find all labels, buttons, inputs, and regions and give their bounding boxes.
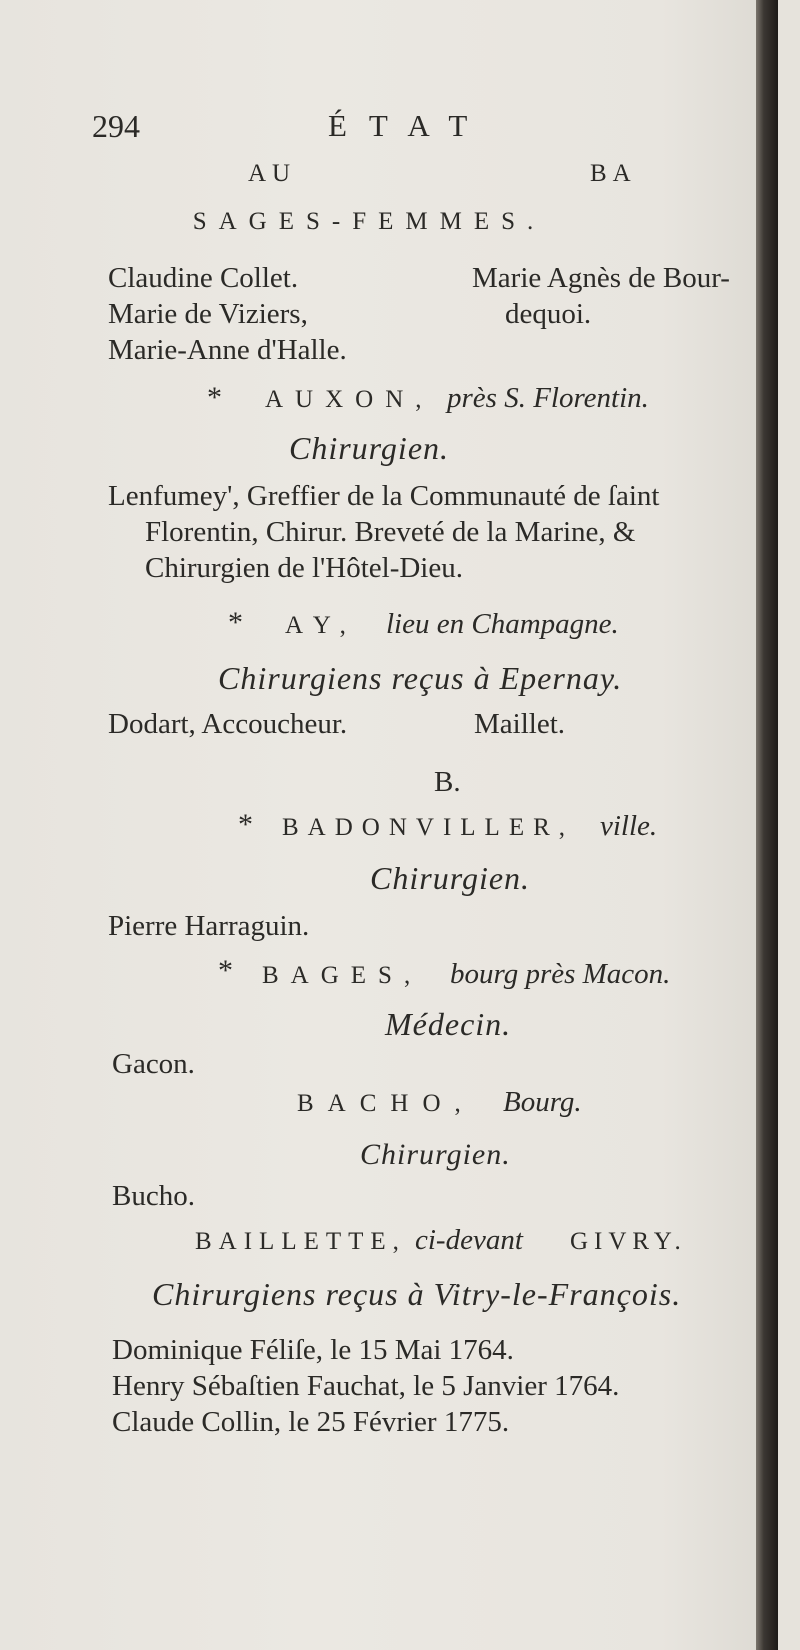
list-item: Marie-Anne d'Halle. xyxy=(108,334,347,366)
place-desc-ay: lieu en Champagne. xyxy=(386,608,619,640)
role-heading: Chirurgiens reçus à Vitry-le-François. xyxy=(152,1276,682,1312)
running-title: ÉTAT xyxy=(328,108,490,143)
role-heading: Chirurgien. xyxy=(288,430,450,466)
letter-heading: B. xyxy=(434,766,461,798)
entry-line: Claude Collin, le 25 Février 1775. xyxy=(112,1406,510,1438)
place-name-bacho: BACHO, xyxy=(297,1090,475,1117)
role-heading: Chirurgiens reçus à Epernay. xyxy=(218,660,623,696)
entry-line: Henry Sébaſtien Fauchat, le 5 Janvier 1764. xyxy=(112,1370,620,1402)
entry-line: Florentin, Chirur. Breveté de la Marine, & xyxy=(145,516,636,548)
entry-line: Bucho. xyxy=(112,1180,195,1212)
entry-line: Dominique Féliſe, le 15 Mai 1764. xyxy=(112,1334,514,1366)
page-edge-shadow xyxy=(756,0,778,1650)
asterisk-icon: * xyxy=(207,381,222,414)
place-name-auxon: AUXON, xyxy=(265,386,434,413)
running-sub-right: BA xyxy=(590,160,637,187)
role-heading: Chirurgien. xyxy=(370,860,531,896)
running-sub-left: AU xyxy=(248,160,297,187)
role-heading: Chirurgien. xyxy=(360,1138,511,1171)
place-desc-baillette: ci-devant xyxy=(415,1224,523,1256)
place-desc-bacho: Bourg. xyxy=(503,1086,582,1118)
place-desc-auxon: près S. Florentin. xyxy=(447,382,649,414)
entry-line: Chirurgien de l'Hôtel-Dieu. xyxy=(145,552,463,584)
asterisk-icon: * xyxy=(238,808,253,841)
place-name-badonviller: BADONVILLER, xyxy=(282,814,575,841)
asterisk-icon: * xyxy=(218,954,233,987)
place-name-ay: AY, xyxy=(285,612,358,639)
page-number: 294 xyxy=(92,108,140,144)
place-desc-bages: bourg près Macon. xyxy=(450,958,671,990)
entry-line: Lenfumey', Greffier de la Communauté de ſaint xyxy=(108,480,660,512)
entry-line: Gacon. xyxy=(112,1048,195,1080)
list-item: Maillet. xyxy=(474,708,566,740)
section-title-sages-femmes: SAGES-FEMMES. xyxy=(192,208,546,235)
place-name-bages: BAGES, xyxy=(262,962,423,989)
list-item: Marie de Viziers, xyxy=(108,298,308,330)
asterisk-icon: * xyxy=(228,606,243,639)
role-heading: Médecin. xyxy=(385,1006,512,1042)
entry-line: Pierre Harraguin. xyxy=(108,910,310,942)
list-item: Marie Agnès de Bour- xyxy=(472,262,730,294)
place-name-givry: GIVRY. xyxy=(570,1228,687,1255)
list-item: Dodart, Accoucheur. xyxy=(108,708,348,740)
list-item: dequoi. xyxy=(505,298,592,330)
list-item: Claudine Collet. xyxy=(108,262,299,294)
place-name-baillette: BAILLETTE, xyxy=(195,1228,406,1255)
place-desc-badonviller: ville. xyxy=(600,810,658,842)
